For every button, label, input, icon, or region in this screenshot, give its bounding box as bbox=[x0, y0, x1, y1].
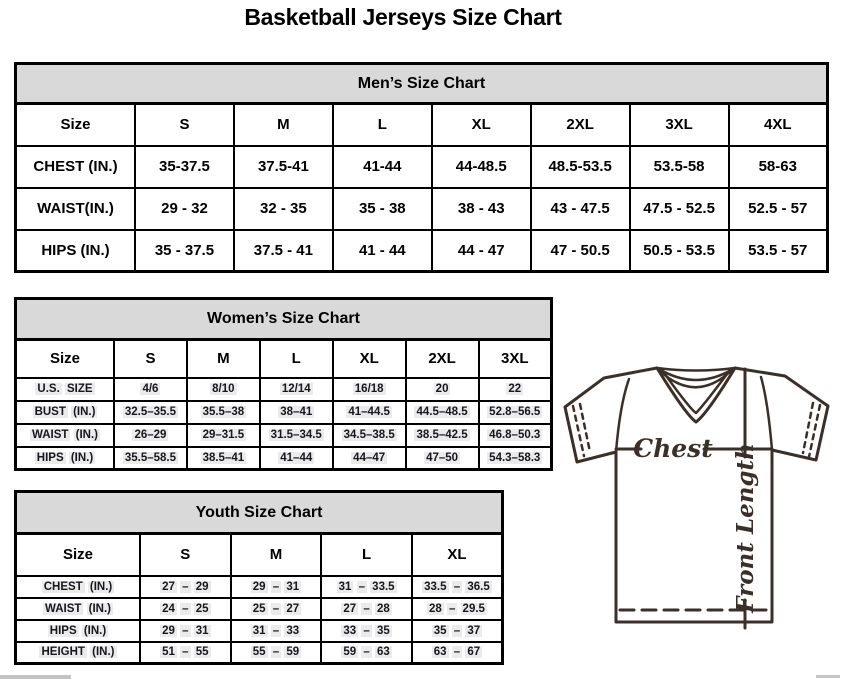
highlighted-value: 8/10 bbox=[212, 383, 235, 395]
cell-value: 44-48.5 bbox=[432, 146, 531, 188]
cell-value bbox=[140, 576, 231, 598]
cell-value bbox=[140, 620, 231, 642]
highlighted-value: U.S. bbox=[37, 383, 60, 395]
cell-value: 37.5 - 41 bbox=[234, 230, 333, 272]
highlighted-value: 38–41 bbox=[280, 406, 313, 418]
column-header: L bbox=[321, 534, 412, 576]
horizontal-scrollbar-thumb-right[interactable] bbox=[816, 675, 840, 678]
cell-value bbox=[321, 620, 412, 642]
left-sleeve-seam bbox=[616, 379, 629, 452]
cell-value: 53.5-58 bbox=[630, 146, 729, 188]
table-row bbox=[16, 598, 503, 620]
row-label bbox=[16, 576, 141, 598]
cell-value: 35 - 38 bbox=[333, 188, 432, 230]
cell-value: 50.5 - 53.5 bbox=[630, 230, 729, 272]
left-cuff-dashes bbox=[573, 404, 590, 456]
cell-value: 58-63 bbox=[729, 146, 828, 188]
highlighted-value: 38.5–42.5 bbox=[416, 429, 468, 441]
highlighted-value: 46.8–50.3 bbox=[489, 429, 541, 441]
column-header: 4XL bbox=[729, 104, 828, 146]
cell-value bbox=[479, 378, 552, 401]
highlighted-value: 59 bbox=[343, 646, 357, 659]
cell-value bbox=[231, 576, 322, 598]
cell-value bbox=[333, 424, 406, 447]
highlighted-value: 12/14 bbox=[281, 383, 311, 395]
row-label: CHEST (IN.) bbox=[16, 146, 136, 188]
row-label bbox=[16, 447, 115, 470]
cell-value bbox=[260, 378, 333, 401]
cell-value: 48.5-53.5 bbox=[531, 146, 630, 188]
cell-value bbox=[321, 642, 412, 664]
highlighted-value: 31 bbox=[338, 580, 352, 593]
highlighted-value: HIPS bbox=[49, 624, 77, 637]
highlighted-value: 33.5 bbox=[372, 580, 395, 593]
highlighted-value: – bbox=[453, 646, 461, 659]
cell-value bbox=[231, 620, 322, 642]
cell-value bbox=[406, 447, 479, 470]
column-header: XL bbox=[432, 104, 531, 146]
highlighted-value: – bbox=[182, 624, 189, 637]
cell-value: 35-37.5 bbox=[135, 146, 234, 188]
highlighted-value: 34.5–38.5 bbox=[343, 429, 395, 441]
highlighted-value: – bbox=[272, 646, 280, 659]
highlighted-value: – bbox=[182, 602, 189, 615]
table-row bbox=[16, 401, 552, 424]
highlighted-value: – bbox=[453, 624, 461, 637]
cell-value bbox=[114, 447, 187, 470]
cell-value bbox=[187, 378, 260, 401]
cell-value: 43 - 47.5 bbox=[531, 188, 630, 230]
jersey-outline bbox=[565, 368, 828, 622]
highlighted-value: 33 bbox=[286, 624, 300, 637]
column-header: L bbox=[333, 104, 432, 146]
highlighted-value: WAIST bbox=[32, 429, 69, 441]
cell-value bbox=[114, 401, 187, 424]
jersey-measurement-diagram bbox=[556, 360, 841, 662]
highlighted-value: WAIST bbox=[45, 602, 82, 615]
cell-value bbox=[187, 447, 260, 470]
highlighted-value: 28 bbox=[428, 602, 442, 615]
column-header: S bbox=[114, 340, 187, 378]
cell-value: 41 - 44 bbox=[333, 230, 432, 272]
womens-size-chart bbox=[14, 297, 553, 471]
cell-value bbox=[333, 401, 406, 424]
table-row bbox=[16, 230, 828, 272]
column-header: S bbox=[135, 104, 234, 146]
highlighted-value: 37 bbox=[467, 624, 481, 637]
highlighted-value: HEIGHT bbox=[41, 646, 85, 659]
table-row bbox=[16, 424, 552, 447]
cell-value bbox=[231, 642, 322, 664]
highlighted-value: 33.5 bbox=[424, 580, 447, 593]
highlighted-value: 31 bbox=[286, 580, 300, 593]
cell-value bbox=[260, 424, 333, 447]
column-header: Size bbox=[16, 104, 136, 146]
chest-label: Chest bbox=[633, 434, 713, 463]
highlighted-value: 55 bbox=[195, 646, 209, 659]
right-sleeve-seam bbox=[761, 377, 772, 450]
cell-value bbox=[406, 424, 479, 447]
column-header: M bbox=[231, 534, 322, 576]
column-header: 2XL bbox=[406, 340, 479, 378]
highlighted-value: 44.5–48.5 bbox=[416, 406, 468, 418]
cell-value: 47 - 50.5 bbox=[531, 230, 630, 272]
highlighted-value: 63 bbox=[433, 646, 447, 659]
cell-value bbox=[231, 598, 322, 620]
horizontal-scrollbar-thumb-left[interactable] bbox=[0, 675, 71, 679]
row-label: WAIST(IN.) bbox=[16, 188, 136, 230]
highlighted-value: (IN.) bbox=[70, 451, 94, 464]
table-row bbox=[16, 378, 552, 401]
mens-chart-header: Men’s Size Chart bbox=[14, 62, 829, 102]
highlighted-value: 24 bbox=[162, 602, 175, 615]
womens-size-table bbox=[14, 338, 553, 471]
row-label bbox=[16, 642, 141, 664]
highlighted-value: 28 bbox=[376, 602, 390, 615]
highlighted-value: 29.5 bbox=[462, 602, 485, 615]
highlighted-value: 63 bbox=[376, 646, 390, 659]
mens-size-chart bbox=[14, 62, 829, 273]
youth-size-chart bbox=[14, 490, 504, 665]
front-length-label: Front Length bbox=[732, 443, 759, 613]
highlighted-value: 54.3–58.3 bbox=[489, 451, 541, 464]
highlighted-value: BUST bbox=[34, 406, 66, 418]
highlighted-value: – bbox=[272, 580, 280, 593]
highlighted-value: 29 bbox=[162, 624, 175, 637]
table-row bbox=[16, 146, 828, 188]
column-header: S bbox=[140, 534, 231, 576]
table-row bbox=[16, 188, 828, 230]
cell-value bbox=[479, 424, 552, 447]
row-label: HIPS (IN.) bbox=[16, 230, 136, 272]
collar-arc-2 bbox=[660, 370, 732, 387]
column-header: XL bbox=[412, 534, 503, 576]
cell-value bbox=[260, 401, 333, 424]
size-header-row bbox=[16, 534, 503, 576]
row-label bbox=[16, 424, 115, 447]
highlighted-value: 27 bbox=[343, 602, 357, 615]
column-header: M bbox=[187, 340, 260, 378]
highlighted-value: 67 bbox=[467, 646, 481, 659]
youth-size-table bbox=[14, 532, 504, 665]
cell-value bbox=[321, 576, 412, 598]
highlighted-value: CHEST bbox=[43, 580, 83, 593]
cell-value bbox=[321, 598, 412, 620]
highlighted-value: – bbox=[363, 602, 370, 615]
cell-value bbox=[406, 378, 479, 401]
highlighted-value: (IN.) bbox=[75, 429, 98, 441]
cell-value bbox=[140, 598, 231, 620]
page-title: Basketball Jerseys Size Chart bbox=[244, 4, 562, 30]
cell-value bbox=[479, 447, 552, 470]
highlighted-value: 22 bbox=[508, 383, 522, 395]
cell-value: 32 - 35 bbox=[234, 188, 333, 230]
highlighted-value: 27 bbox=[286, 602, 300, 615]
highlighted-value: (IN.) bbox=[92, 646, 115, 659]
highlighted-value: 35 bbox=[376, 624, 390, 637]
cell-value bbox=[187, 424, 260, 447]
highlighted-value: SIZE bbox=[67, 383, 93, 395]
cell-value bbox=[333, 447, 406, 470]
highlighted-value: 47–50 bbox=[426, 451, 459, 464]
cell-value: 47.5 - 52.5 bbox=[630, 188, 729, 230]
highlighted-value: 36.5 bbox=[467, 580, 490, 593]
highlighted-value: – bbox=[453, 580, 461, 593]
column-header: L bbox=[260, 340, 333, 378]
column-header: 3XL bbox=[630, 104, 729, 146]
highlighted-value: 35 bbox=[433, 624, 447, 637]
highlighted-value: 29 bbox=[195, 580, 209, 593]
highlighted-value: 25 bbox=[195, 602, 209, 615]
cell-value: 53.5 - 57 bbox=[729, 230, 828, 272]
cell-value bbox=[412, 620, 503, 642]
highlighted-value: 33 bbox=[343, 624, 357, 637]
cell-value: 29 - 32 bbox=[135, 188, 234, 230]
highlighted-value: 26–29 bbox=[134, 429, 167, 441]
row-label bbox=[16, 620, 141, 642]
row-label bbox=[16, 598, 141, 620]
cell-value: 37.5-41 bbox=[234, 146, 333, 188]
cell-value: 38 - 43 bbox=[432, 188, 531, 230]
row-label bbox=[16, 378, 115, 401]
highlighted-value: 51 bbox=[162, 646, 175, 659]
highlighted-value: 35.5–38 bbox=[202, 406, 245, 418]
cell-value: 44 - 47 bbox=[432, 230, 531, 272]
cell-value bbox=[479, 401, 552, 424]
highlighted-value: – bbox=[272, 624, 280, 637]
cell-value bbox=[412, 576, 503, 598]
highlighted-value: 38.5–41 bbox=[202, 451, 245, 464]
highlighted-value: 31.5–34.5 bbox=[270, 429, 322, 441]
cell-value bbox=[114, 378, 187, 401]
highlighted-value: 59 bbox=[286, 646, 300, 659]
column-header: Size bbox=[16, 340, 115, 378]
highlighted-value: – bbox=[272, 602, 280, 615]
highlighted-value: – bbox=[448, 602, 456, 615]
highlighted-value: 55 bbox=[252, 646, 266, 659]
highlighted-value: (IN.) bbox=[88, 602, 111, 615]
highlighted-value: 32.5–35.5 bbox=[124, 406, 177, 418]
cell-value: 35 - 37.5 bbox=[135, 230, 234, 272]
highlighted-value: 27 bbox=[162, 580, 175, 593]
cell-value bbox=[406, 401, 479, 424]
highlighted-value: 25 bbox=[252, 602, 266, 615]
cell-value bbox=[412, 598, 503, 620]
highlighted-value: 41–44 bbox=[280, 451, 313, 464]
column-header: M bbox=[234, 104, 333, 146]
highlighted-value: 4/6 bbox=[142, 383, 159, 395]
cell-value: 52.5 - 57 bbox=[729, 188, 828, 230]
column-header: XL bbox=[333, 340, 406, 378]
mens-size-table bbox=[14, 102, 829, 273]
youth-chart-header: Youth Size Chart bbox=[14, 490, 504, 532]
highlighted-value: – bbox=[182, 580, 189, 593]
cell-value bbox=[187, 401, 260, 424]
highlighted-value: 31 bbox=[252, 624, 266, 637]
highlighted-value: 41–44.5 bbox=[348, 406, 390, 418]
highlighted-value: 35.5–58.5 bbox=[124, 451, 177, 464]
cell-value bbox=[114, 424, 187, 447]
highlighted-value: 29–31.5 bbox=[202, 429, 245, 441]
highlighted-value: – bbox=[182, 646, 189, 659]
highlighted-value: (IN.) bbox=[89, 580, 113, 593]
row-label bbox=[16, 401, 115, 424]
highlighted-value: 44–47 bbox=[353, 451, 386, 464]
column-header: 2XL bbox=[531, 104, 630, 146]
highlighted-value: 29 bbox=[252, 580, 266, 593]
cell-value bbox=[260, 447, 333, 470]
highlighted-value: – bbox=[363, 624, 370, 637]
womens-chart-header: Women’s Size Chart bbox=[14, 297, 553, 338]
size-header-row bbox=[16, 340, 552, 378]
highlighted-value: 52.8–56.5 bbox=[489, 406, 541, 418]
table-row bbox=[16, 642, 503, 664]
highlighted-value: 31 bbox=[195, 624, 209, 637]
size-header-row bbox=[16, 104, 828, 146]
column-header: Size bbox=[16, 534, 141, 576]
highlighted-value: (IN.) bbox=[83, 624, 107, 637]
cell-value bbox=[140, 642, 231, 664]
cell-value: 41-44 bbox=[333, 146, 432, 188]
highlighted-value: – bbox=[358, 580, 365, 593]
table-row bbox=[16, 620, 503, 642]
column-header: 3XL bbox=[479, 340, 552, 378]
highlighted-value: HIPS bbox=[36, 451, 64, 464]
collar-top-line bbox=[657, 368, 735, 371]
highlighted-value: 16/18 bbox=[354, 383, 384, 395]
table-row bbox=[16, 447, 552, 470]
cell-value bbox=[333, 378, 406, 401]
highlighted-value: 20 bbox=[435, 383, 449, 395]
cell-value bbox=[412, 642, 503, 664]
highlighted-value: – bbox=[363, 646, 370, 659]
highlighted-value: (IN.) bbox=[73, 406, 96, 418]
table-row bbox=[16, 576, 503, 598]
